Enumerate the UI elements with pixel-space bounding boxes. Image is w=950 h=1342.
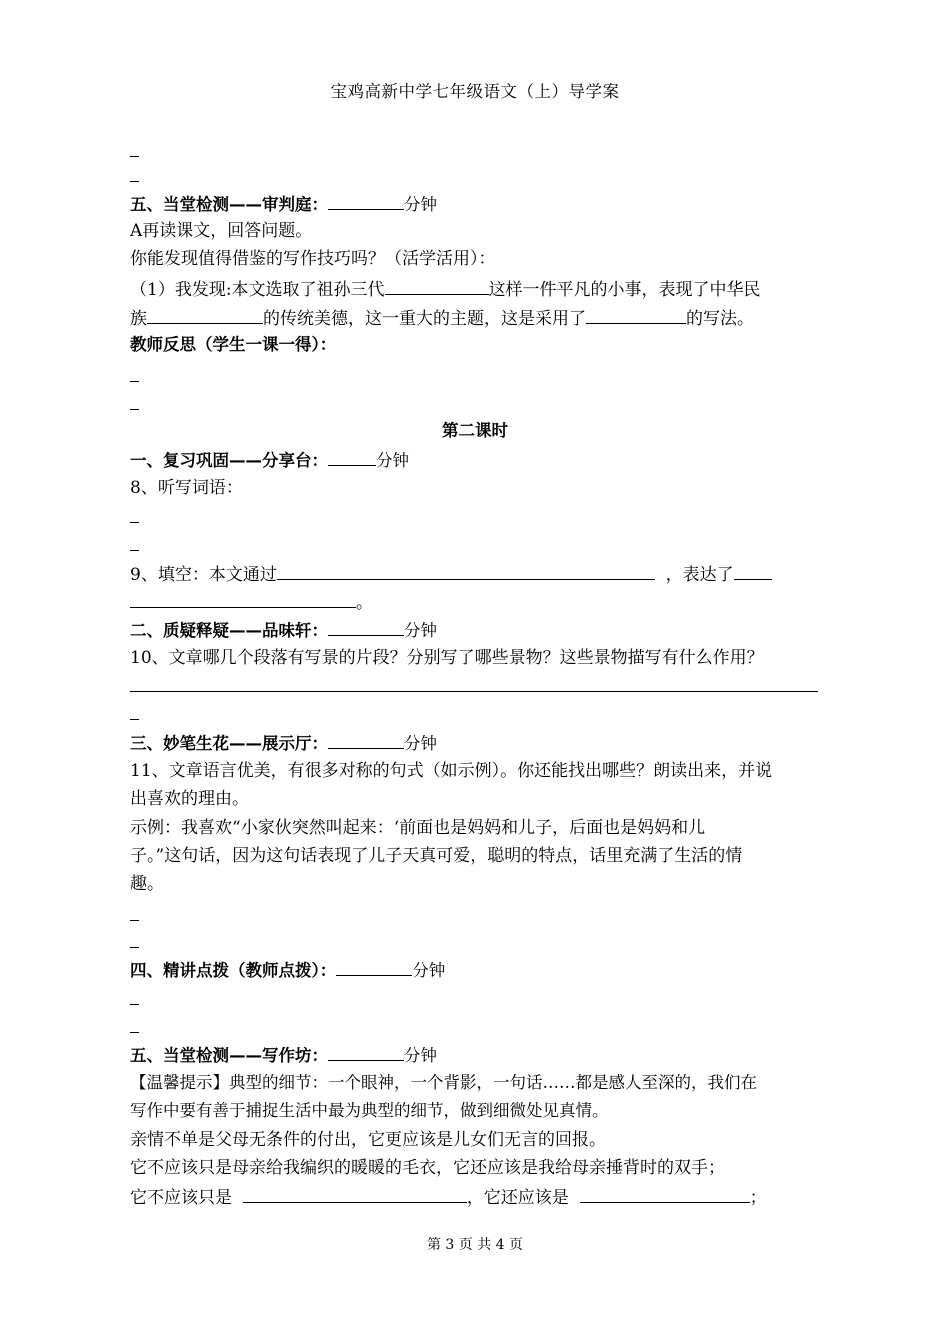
answer-blank[interactable]	[385, 277, 489, 295]
fill-in-text: 。	[130, 590, 373, 614]
blank-line	[130, 181, 139, 182]
fill-in-text: 族 的传统美德，这一重大的主题，这是采用了 的写法。	[130, 306, 754, 330]
answer-blank[interactable]	[586, 306, 686, 324]
blank-line	[130, 550, 139, 551]
blank-line	[130, 920, 139, 921]
example-text: 子。”这句话，因为这句话表现了儿子天真可爱，聪明的特点，话里充满了生活的情	[130, 846, 743, 866]
answer-blank[interactable]	[277, 562, 655, 580]
instruction-text: A再读课文，回答问题。	[130, 221, 313, 241]
question-text: 出喜欢的理由。	[130, 789, 249, 809]
answer-blank[interactable]	[147, 306, 263, 324]
answer-blank[interactable]	[243, 1185, 467, 1203]
fill-in-text: （1）我发现:本文选取了祖孙三代 这样一件平凡的小事，表现了中华民	[130, 277, 761, 301]
section-title: 一、复习巩固——分享台： 分钟	[130, 448, 409, 472]
section-title: 三、妙笔生花——展示厅： 分钟	[130, 731, 437, 755]
page-footer: 第 3 页 共 4 页	[426, 1237, 524, 1253]
minutes-blank[interactable]	[328, 448, 376, 466]
question-text: 8、听写词语：	[130, 478, 243, 498]
section-title: 四、精讲点拨（教师点拨）： 分钟	[130, 958, 445, 982]
minutes-blank[interactable]	[336, 958, 412, 976]
blank-line	[130, 522, 139, 523]
answer-line[interactable]	[130, 691, 818, 692]
blank-line	[130, 409, 139, 410]
tip-text: 写作中要有善于捕捉生活中最为典型的细节，做到细微处见真情。	[130, 1101, 609, 1120]
page-header: 宝鸡高新中学七年级语文（上）导学案	[330, 82, 620, 101]
section-title: 五、当堂检测——审判庭： 分钟	[130, 192, 437, 216]
blank-line	[130, 719, 139, 720]
section-title: 二、质疑释疑——品味轩： 分钟	[130, 618, 437, 642]
answer-blank[interactable]	[734, 562, 772, 580]
fill-in-text: 它不应该只是 ，它还应该是 ；	[130, 1185, 767, 1209]
minutes-blank[interactable]	[328, 731, 404, 749]
answer-blank[interactable]	[130, 590, 356, 608]
minutes-blank[interactable]	[328, 1043, 404, 1061]
question-text: 10、文章哪几个段落有写景的片段？分别写了哪些景物？这些景物描写有什么作用？	[130, 648, 764, 668]
minutes-blank[interactable]	[328, 618, 404, 636]
section-title: 五、当堂检测——写作坊： 分钟	[130, 1043, 437, 1067]
question-text: 11、文章语言优美，有很多对称的句式（如示例）。你还能找出哪些？朗读出来，并说	[130, 761, 773, 781]
minutes-blank[interactable]	[328, 192, 404, 210]
blank-line	[130, 1004, 139, 1005]
blank-line	[130, 947, 139, 948]
body-text: 亲情不单是父母无条件的付出，它更应该是儿女们无言的回报。	[130, 1130, 606, 1150]
blank-line	[130, 156, 139, 157]
question-text: 你能发现值得借鉴的写作技巧吗？（活学活用）：	[130, 249, 496, 269]
example-text: 趣。	[130, 874, 164, 894]
tip-text: 【温馨提示】典型的细节：一个眼神，一个背影，一句话……都是感人至深的，我们在	[130, 1073, 757, 1092]
example-text: 示例：我喜欢“小家伙突然叫起来：‘前面也是妈妈和儿子，后面也是妈妈和儿	[130, 818, 706, 838]
blank-line	[130, 1032, 139, 1033]
blank-line	[130, 381, 139, 382]
lesson-title: 第二课时	[442, 421, 508, 440]
answer-blank[interactable]	[580, 1185, 750, 1203]
body-text: 它不应该只是母亲给我编织的暖暖的毛衣，它还应该是我给母亲捶背时的双手；	[130, 1158, 725, 1178]
section-title: 教师反思（学生一课一得）：	[130, 335, 337, 354]
fill-in-text: 9、填空：本文通过 ，表达了	[130, 562, 772, 586]
